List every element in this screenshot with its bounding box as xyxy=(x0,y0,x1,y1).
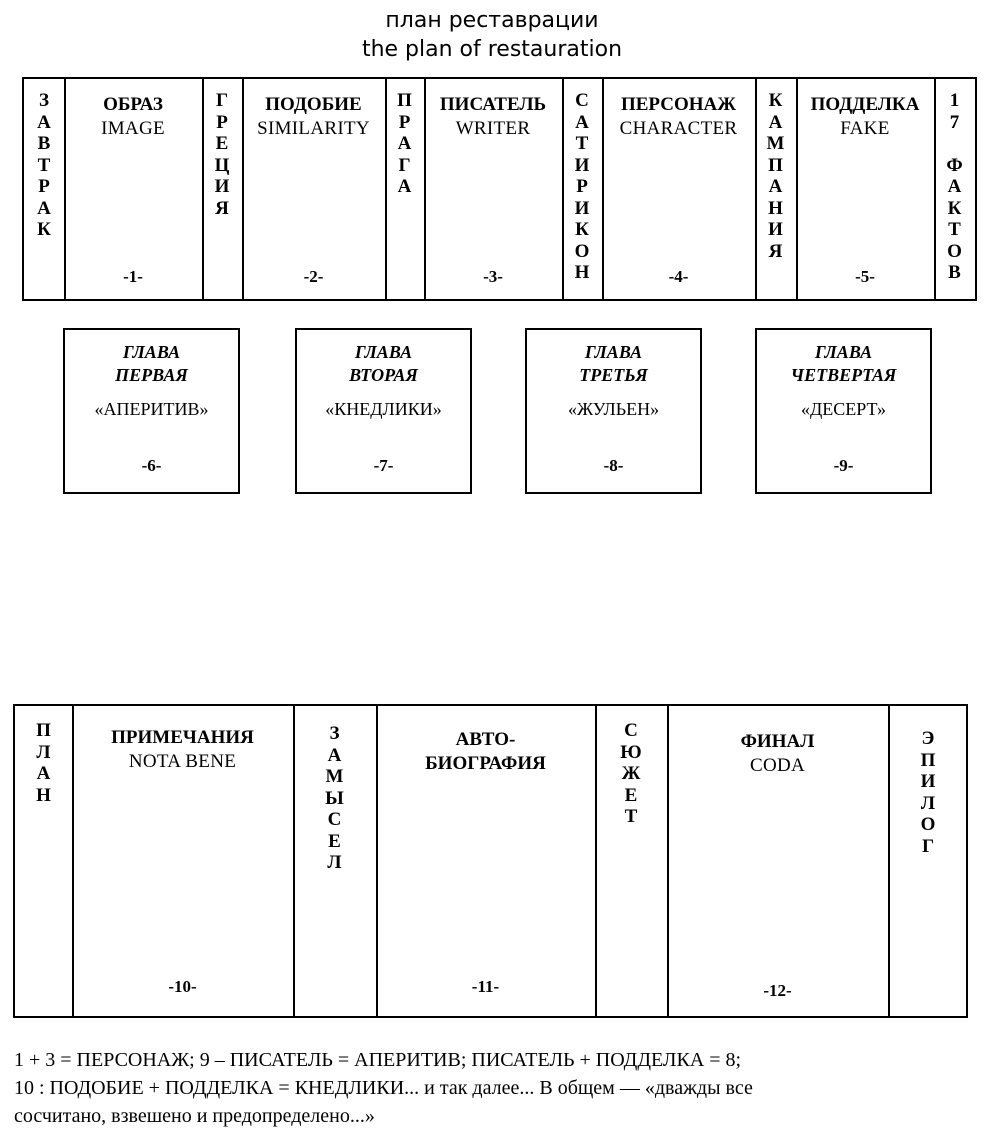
notes-label-en: NOTA BENE xyxy=(128,751,237,772)
vertical-letter: Т xyxy=(575,133,589,154)
cell-character xyxy=(602,93,755,141)
vertical-letter: А xyxy=(397,133,412,154)
similarity-label-ru: ПОДОБИЕ xyxy=(265,94,362,115)
vertical-letter: П xyxy=(768,154,783,176)
final-label-ru: ФИНАЛ xyxy=(740,731,815,752)
vertical-letter xyxy=(952,133,957,155)
image-label-en: IMAGE xyxy=(101,118,165,139)
vertical-letter: Т xyxy=(37,154,51,176)
chapter-box-2 xyxy=(295,328,472,494)
cell-syuzhet xyxy=(595,720,667,828)
chapter-name: «ЖУЛЬЕН» xyxy=(567,399,660,419)
vertical-letter: С xyxy=(327,809,342,830)
vertical-letter: Т xyxy=(948,219,961,240)
chapter-heading: ВТОРАЯ xyxy=(349,365,418,385)
cell-number: -1- xyxy=(123,267,143,286)
chapter-number: -6- xyxy=(141,456,162,475)
chapter-number: -7- xyxy=(373,456,394,475)
vertical-letter: А xyxy=(575,111,589,133)
vertical-letter: Ю xyxy=(620,741,642,763)
autobio-label-2: БИОГРАФИЯ xyxy=(425,753,546,774)
chapter-name: «КНЕДЛИКИ» xyxy=(325,399,442,419)
vertical-letter: З xyxy=(329,723,340,744)
vertical-letter: Г xyxy=(921,835,935,857)
image-label-ru: ОБРАЗ xyxy=(103,94,163,115)
cell-zamysel xyxy=(293,723,376,874)
vertical-letter: И xyxy=(768,219,783,240)
vertical-letter: Р xyxy=(398,111,411,133)
cell-epilog xyxy=(888,728,968,857)
vertical-letter: Е xyxy=(215,133,229,154)
final-label-en: CODA xyxy=(749,755,806,776)
chapter-heading: ТРЕТЬЯ xyxy=(579,365,648,385)
vertical-letter: Л xyxy=(327,852,342,873)
cell-number: -4- xyxy=(668,267,689,286)
vertical-letter: А xyxy=(768,111,783,133)
vertical-letter: В xyxy=(948,262,961,283)
vertical-letter: Э xyxy=(921,728,935,749)
cell-faktov xyxy=(934,90,975,284)
cell-satirikon xyxy=(562,90,602,284)
cell-number: -3- xyxy=(483,267,503,286)
autobio-label-1: АВТО- xyxy=(455,729,516,750)
plan-title-en: the plan of restauration xyxy=(361,37,623,62)
cell-number: -11- xyxy=(471,977,500,996)
vertical-letter: И xyxy=(214,176,230,197)
chapter-box-4 xyxy=(755,328,932,494)
vertical-letter: З xyxy=(38,90,50,111)
formula-line: сосчитано, взвешено и предопределено...» xyxy=(14,1105,375,1127)
formula-text xyxy=(14,1046,970,1130)
vertical-letter: С xyxy=(575,90,589,111)
vertical-letter: Ы xyxy=(325,787,344,809)
cell-plan xyxy=(15,720,72,806)
chapter-heading: ЧЕТВЕРТАЯ xyxy=(790,365,897,385)
vertical-letter: А xyxy=(947,176,962,197)
cell-image xyxy=(64,93,202,141)
cell-number: -2- xyxy=(303,267,324,286)
vertical-letter: Р xyxy=(576,176,588,197)
cell-fake xyxy=(796,93,934,141)
vertical-letter: К xyxy=(37,219,51,240)
vertical-letter: 1 xyxy=(949,90,960,111)
cell-number: -5- xyxy=(855,267,875,286)
cell-praga xyxy=(385,90,424,198)
chapter-heading: ГЛАВА xyxy=(122,342,181,362)
vertical-letter: А xyxy=(397,176,412,197)
chapter-box-1 xyxy=(63,328,240,494)
vertical-letter: А xyxy=(37,111,51,133)
chapter-box-3 xyxy=(525,328,702,494)
vertical-letter: П xyxy=(36,720,51,741)
cell-similarity xyxy=(242,93,385,141)
vertical-letter: Ц xyxy=(214,154,230,176)
chapter-heading: ГЛАВА xyxy=(814,342,873,362)
cell-number: -12- xyxy=(763,981,792,1000)
vertical-letter: П xyxy=(920,749,936,771)
chapter-heading: ПЕРВАЯ xyxy=(115,365,188,385)
fake-label-ru: ПОДДЕЛКА xyxy=(810,94,920,115)
vertical-letter: Я xyxy=(768,240,783,262)
formula-line: 10 : ПОДОБИЕ + ПОДДЕЛКА = КНЕДЛИКИ... и так далее... В общем — «дважды все xyxy=(14,1077,753,1099)
chapter-number: -9- xyxy=(833,456,854,475)
character-label-en: CHARACTER xyxy=(619,118,738,139)
vertical-letter: 7 xyxy=(949,111,960,133)
formula-line: 1 + 3 = ПЕРСОНАЖ; 9 – ПИСАТЕЛЬ = АПЕРИТИВ; ПИСАТЕЛЬ + ПОДДЕЛКА = 8; xyxy=(14,1049,742,1071)
vertical-letter: А xyxy=(36,763,51,784)
cell-writer xyxy=(424,93,562,141)
vertical-letter: А xyxy=(768,176,783,197)
cell-final xyxy=(667,730,888,778)
chapter-number: -8- xyxy=(603,456,624,475)
notes-label-ru: ПРИМЕЧАНИЯ xyxy=(111,727,254,748)
vertical-letter: И xyxy=(920,771,936,792)
vertical-letter: А xyxy=(327,744,342,766)
vertical-letter: М xyxy=(325,766,344,787)
vertical-letter: Г xyxy=(398,154,411,176)
chapter-name: «АПЕРИТИВ» xyxy=(94,399,209,419)
vertical-letter: К xyxy=(575,219,589,240)
vertical-letter: О xyxy=(574,240,590,262)
vertical-letter: С xyxy=(624,720,638,741)
bottom-row-frame xyxy=(13,704,968,1018)
character-label-ru: ПЕРСОНАЖ xyxy=(620,94,737,115)
writer-label-en: WRITER xyxy=(455,118,531,139)
vertical-letter: М xyxy=(766,133,785,154)
vertical-letter: Н xyxy=(574,262,590,283)
vertical-letter: П xyxy=(397,90,412,111)
vertical-letter: А xyxy=(37,197,51,219)
vertical-letter: Р xyxy=(216,111,228,133)
cell-number: -10- xyxy=(168,977,197,996)
cell-zavtrak xyxy=(24,90,64,241)
cell-notes xyxy=(72,726,293,774)
vertical-letter: Е xyxy=(624,784,638,806)
vertical-letter: Ф xyxy=(946,154,963,176)
vertical-letter: О xyxy=(947,240,962,262)
cell-greciya xyxy=(202,90,242,219)
chapter-heading: ГЛАВА xyxy=(354,342,413,362)
vertical-letter: Л xyxy=(920,792,936,814)
vertical-letter: Г xyxy=(215,90,229,111)
chapter-heading: ГЛАВА xyxy=(584,342,643,362)
top-row-frame xyxy=(22,77,977,301)
vertical-letter: О xyxy=(920,814,936,835)
vertical-letter: Н xyxy=(768,197,783,219)
vertical-letter: Р xyxy=(38,176,50,197)
vertical-letter: Е xyxy=(328,830,341,852)
vertical-letter: Т xyxy=(624,806,638,827)
vertical-letter: В xyxy=(37,133,51,154)
vertical-letter: К xyxy=(768,90,783,111)
vertical-letter: И xyxy=(574,154,590,176)
similarity-label-en: SIMILARITY xyxy=(257,118,370,139)
chapter-name: «ДЕСЕРТ» xyxy=(800,399,887,419)
vertical-letter: Я xyxy=(215,197,229,219)
cell-kampaniya xyxy=(755,90,796,262)
vertical-letter: Л xyxy=(36,741,51,763)
fake-label-en: FAKE xyxy=(840,118,890,139)
vertical-letter: И xyxy=(574,197,590,219)
vertical-letter: Ж xyxy=(621,763,641,784)
vertical-letter: К xyxy=(947,197,962,219)
cell-autobiography xyxy=(376,728,595,776)
writer-label-ru: ПИСАТЕЛЬ xyxy=(439,94,547,115)
plan-title-ru: план реставрации xyxy=(385,8,599,33)
vertical-letter: Н xyxy=(36,784,51,806)
